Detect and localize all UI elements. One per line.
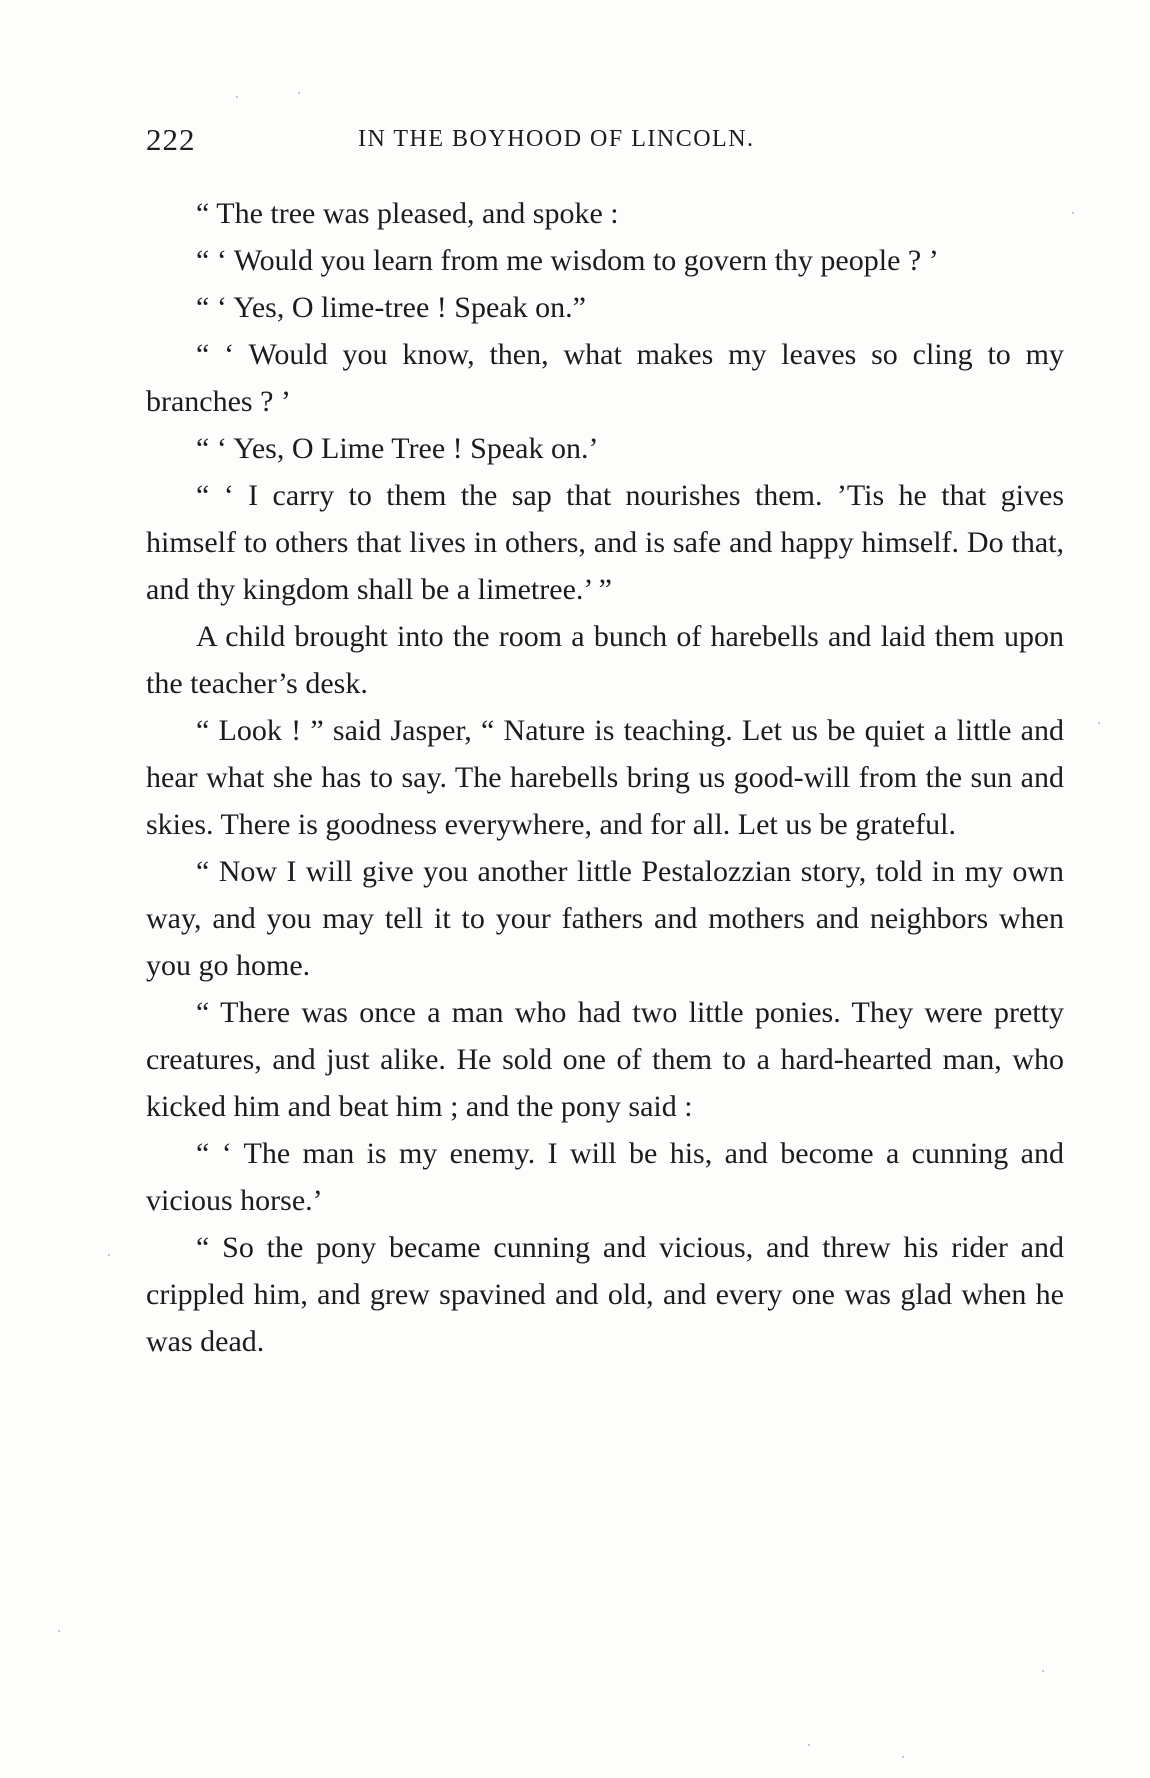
paper-speck — [902, 1756, 904, 1758]
paragraph: “ Now I will give you another little Pestalozzian story, told in my own way, and you may tell it to your fathers and mothers and neighbors when you go home. — [146, 855, 1064, 982]
paper-speck — [236, 96, 238, 98]
paragraph: “ So the pony became cunning and vicious, and threw his rider and crippled him, and grew spavined and old, and every one was glad when he was dead. — [146, 1231, 1064, 1358]
paper-speck — [298, 92, 300, 94]
paragraph: “ The tree was pleased, and spoke : — [196, 197, 619, 230]
page-header — [146, 122, 1064, 162]
paper-speck — [1072, 212, 1074, 214]
body-text — [146, 190, 1064, 1365]
paper-speck — [1042, 1670, 1044, 1672]
running-head: IN THE BOYHOOD OF LINCOLN. — [358, 126, 755, 152]
paragraph: “ ‘ Yes, O lime-tree ! Speak on.” — [196, 291, 586, 324]
paper-speck — [58, 1630, 60, 1632]
paragraph: “ ‘ I carry to them the sap that nourishes them. ’Tis he that gives himself to others that lives in others, and is safe and happy himself. Do that, and thy kingdom shall be a limetree.’ ” — [146, 479, 1064, 606]
paragraph: “ There was once a man who had two little ponies. They were pretty creatures, and just alike. He sold one of them to a hard-hearted man, who kicked him and beat him ; and the pony said : — [146, 996, 1064, 1123]
paper-speck — [108, 1254, 110, 1256]
paper-speck — [1098, 722, 1100, 724]
paragraph: “ Look ! ” said Jasper, “ Nature is teaching. Let us be quiet a little and hear what she has to say. The harebells bring us good-will from the sun and skies. There is goodness everywhere, and for all. Let us be grateful. — [146, 714, 1064, 841]
paper-speck — [808, 1744, 810, 1746]
page-number: 222 — [146, 122, 196, 157]
paragraph: A child brought into the room a bunch of harebells and laid them upon the teacher’s desk. — [146, 620, 1064, 700]
paragraph: “ ‘ Would you learn from me wisdom to govern thy people ? ’ — [196, 244, 939, 277]
paragraph: “ ‘ Yes, O Lime Tree ! Speak on.’ — [196, 432, 599, 465]
paragraph: “ ‘ Would you know, then, what makes my leaves so cling to my branches ? ’ — [146, 338, 1064, 418]
paragraph: “ ‘ The man is my enemy. I will be his, and become a cunning and vicious horse.’ — [146, 1137, 1064, 1217]
